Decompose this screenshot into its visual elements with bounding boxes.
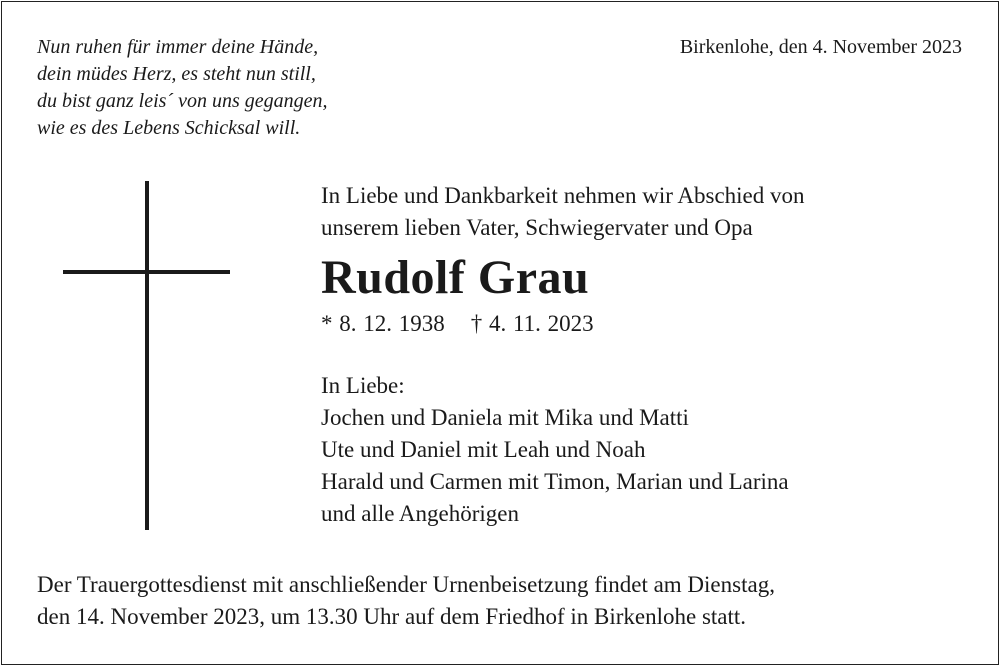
mourner-line: Harald und Carmen mit Timon, Marian und Larina xyxy=(321,469,789,494)
intro-line: unserem lieben Vater, Schwiegervater und Opa xyxy=(321,215,753,240)
mourner-line: Jochen und Daniela mit Mika und Matti xyxy=(321,405,689,430)
service-line: den 14. November 2023, um 13.30 Uhr auf dem Friedhof in Birkenlohe statt. xyxy=(37,604,747,629)
cross-horizontal-bar xyxy=(63,270,230,274)
life-dates xyxy=(321,308,805,340)
poem-line: du bist ganz leis´ von uns gegangen, xyxy=(37,90,328,112)
announcement xyxy=(321,180,805,530)
death-date: † 4. 11. 2023 xyxy=(470,311,594,336)
service-line: Der Trauergottesdienst mit anschließender Urnenbeisetzung findet am Dienstag, xyxy=(37,572,775,597)
birth-date: * 8. 12. 1938 xyxy=(321,311,445,336)
poem-line: Nun ruhen für immer deine Hände, xyxy=(37,36,319,58)
deceased-name: Rudolf Grau xyxy=(321,251,590,304)
poem xyxy=(37,34,328,142)
intro-line: In Liebe und Dankbarkeit nehmen wir Abschied von xyxy=(321,183,805,208)
mourner-line: und alle Angehörigen xyxy=(321,501,520,526)
poem-line: wie es des Lebens Schicksal will. xyxy=(37,117,301,139)
mourner-line: Ute und Daniel mit Leah und Noah xyxy=(321,437,646,462)
poem-line: dein müdes Herz, es steht nun still, xyxy=(37,63,316,85)
mourners-heading: In Liebe: xyxy=(321,373,405,398)
place-date: Birkenlohe, den 4. November 2023 xyxy=(679,36,962,58)
mourners xyxy=(321,370,805,530)
cross-vertical-bar xyxy=(145,181,149,530)
service-info xyxy=(37,569,775,633)
